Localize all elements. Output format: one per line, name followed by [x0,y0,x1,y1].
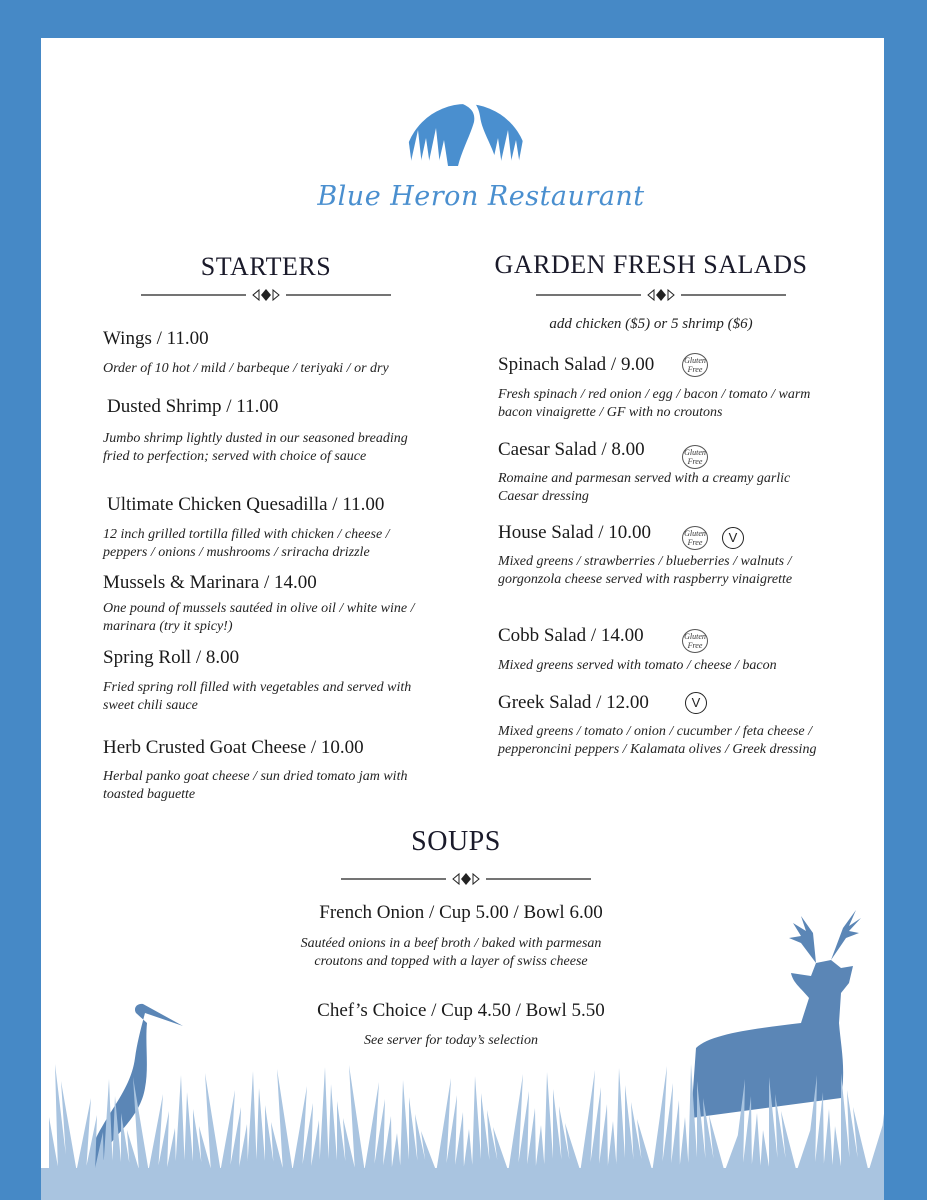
salad-item-name: Cobb Salad / 14.00 [498,625,644,646]
starter-item-desc: One pound of mussels sautéed in olive oil / white wine / marinara (try it spicy!) [103,601,415,634]
starter-item-name: Dusted Shrimp / 11.00 [107,396,279,417]
starters-title: STARTERS [200,252,332,281]
gluten-free-icon: Gluten Free [682,629,708,653]
starter-item-name: Herb Crusted Goat Cheese / 10.00 [103,737,364,758]
ornament-divider-icon [141,288,391,302]
salad-item-desc: Romaine and parmesan served with a creamy garlic Caesar dressing [498,471,791,504]
starter-item-name: Wings / 11.00 [103,328,209,349]
gluten-free-icon: Gluten Free [682,353,708,377]
heron-moon-logo-icon [396,66,536,176]
salads-title: GARDEN FRESH SALADS [494,250,808,279]
starter-item-name: Ultimate Chicken Quesadilla / 11.00 [107,494,385,515]
soups-title: SOUPS [411,826,501,857]
vegetarian-icon: V [722,527,744,549]
vegetarian-icon: V [685,692,707,714]
starter-item-name: Spring Roll / 8.00 [103,647,240,668]
ornament-divider-icon [536,288,786,302]
salad-item-desc: Mixed greens / tomato / onion / cucumber / feta cheese / pepperoncini peppers / Kalamata olives / Greek dressing [498,724,817,757]
deer-silhouette-icon [691,910,861,1118]
starter-item-desc: 12 inch grilled tortilla filled with chicken / cheese / peppers / onions / mushrooms / sriracha drizzle [103,527,390,560]
starter-item-name: Mussels & Marinara / 14.00 [103,572,317,593]
menu-page [41,38,884,1200]
grass-blades [41,1064,884,1173]
soup-item-name: French Onion / Cup 5.00 / Bowl 6.00 [319,902,603,923]
ornament-divider-icon [341,872,591,886]
salad-item-desc: Mixed greens / strawberries / blueberries / walnuts / gorgonzola cheese served with raspberry vinaigrette [498,554,793,587]
heron-silhouette-icon [89,1004,183,1188]
starter-item-desc: Fried spring roll filled with vegetables and served with sweet chili sauce [103,680,412,713]
gluten-free-icon: Gluten Free [682,526,708,550]
grass-illustration [41,1064,884,1173]
soup-item-desc: Sautéed onions in a beef broth / baked with parmesan croutons and topped with a layer of swiss cheese [300,936,602,969]
soup-item-desc: See server for today’s selection [364,1033,538,1048]
salad-item-desc: Fresh spinach / red onion / egg / bacon / tomato / warm bacon vinaigrette / GF with no croutons [498,387,811,420]
salad-item-name: House Salad / 10.00 [498,522,652,543]
salad-item-name: Spinach Salad / 9.00 [498,354,655,375]
salad-item-desc: Mixed greens served with tomato / cheese / bacon [498,658,777,673]
salad-item-name: Caesar Salad / 8.00 [498,439,645,460]
soup-item-name: Chef’s Choice / Cup 4.50 / Bowl 5.50 [317,1000,605,1021]
starter-item-desc: Herbal panko goat cheese / sun dried tomato jam with toasted baguette [103,769,408,802]
salad-item-name: Greek Salad / 12.00 [498,692,649,713]
starter-item-desc: Jumbo shrimp lightly dusted in our seasoned breading fried to perfection; served with choice of sauce [103,431,408,464]
salads-add-on-note: add chicken ($5) or 5 shrimp ($6) [549,316,753,332]
gluten-free-icon: Gluten Free [682,445,708,469]
starter-item-desc: Order of 10 hot / mild / barbeque / teriyaki / or dry [103,361,389,376]
restaurant-name: Blue Heron Restaurant [317,181,645,212]
